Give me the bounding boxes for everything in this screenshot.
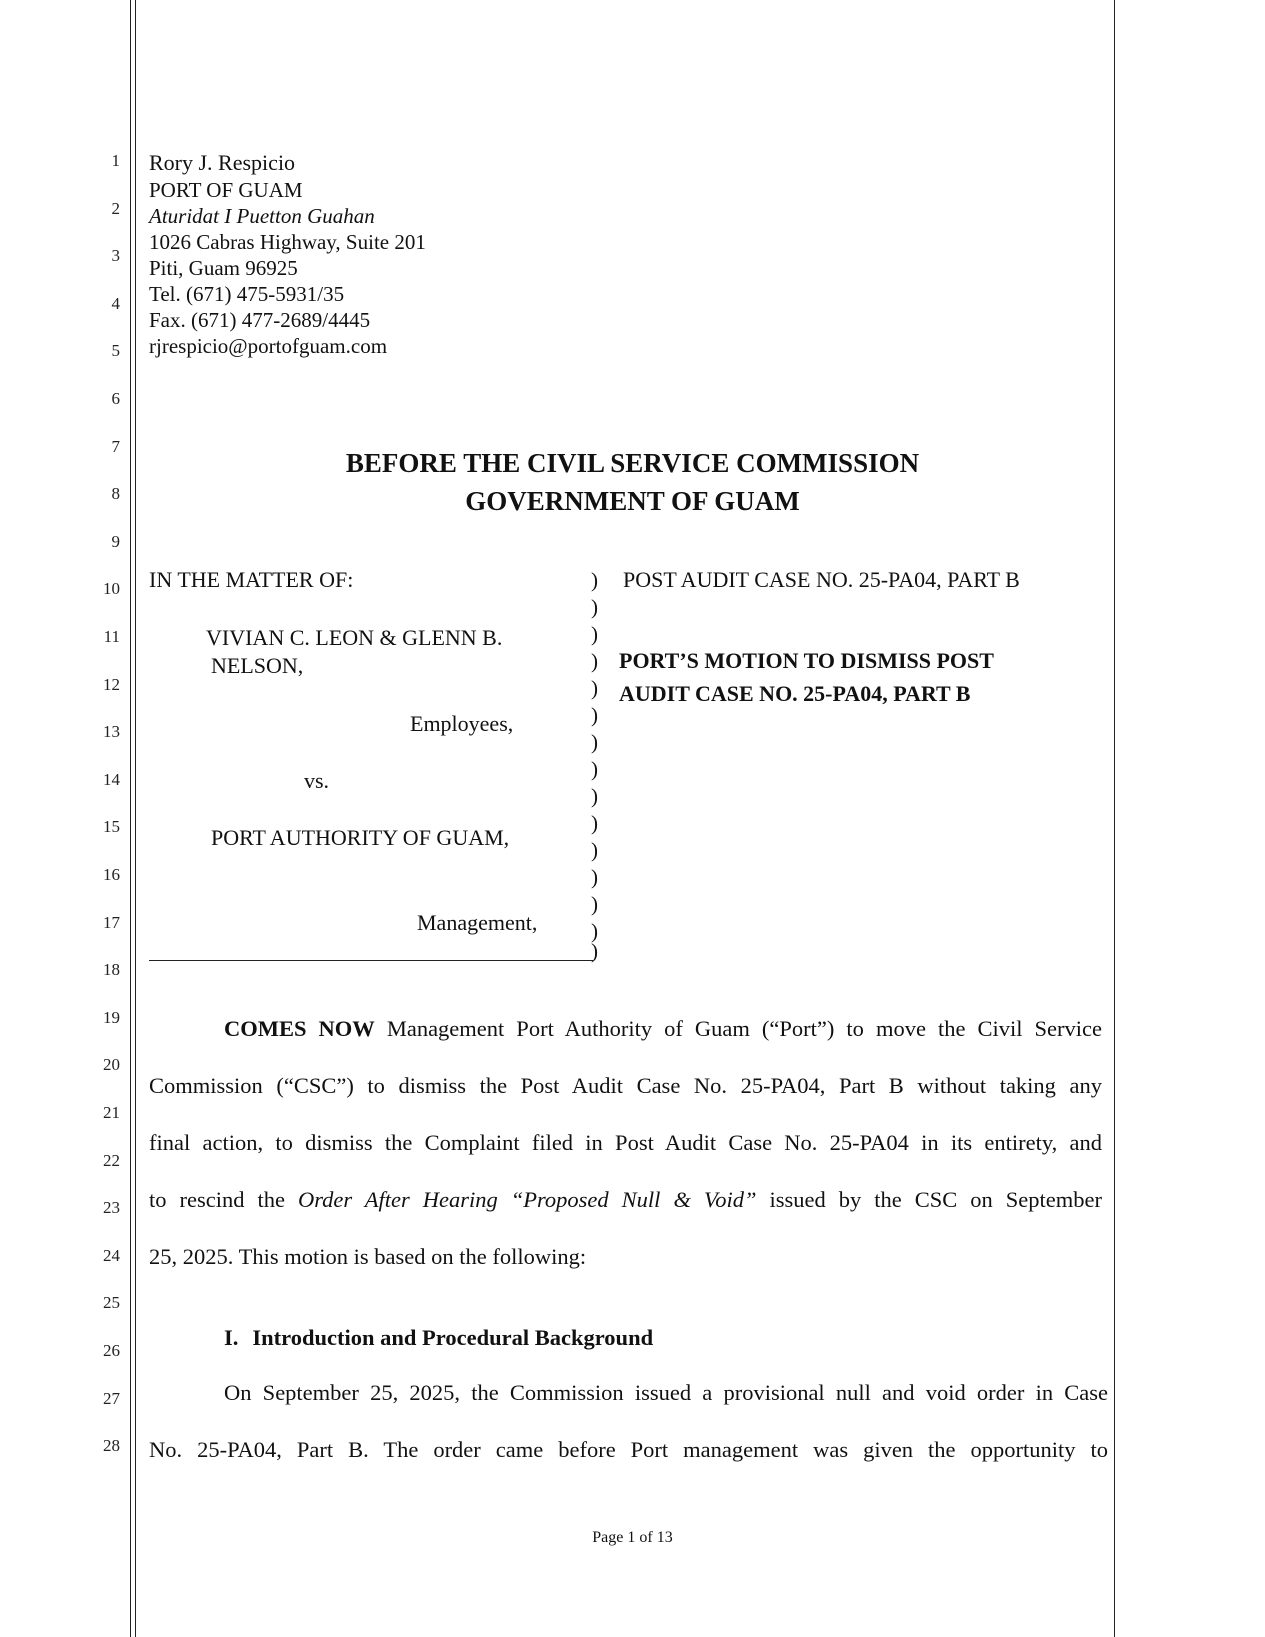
motion-title-line1: PORT’S MOTION TO DISMISS POST bbox=[619, 648, 994, 673]
line-number: 26 bbox=[103, 1341, 120, 1360]
caption-paren: ) bbox=[591, 892, 598, 916]
left-margin-rule bbox=[130, 0, 131, 1637]
caption-paren: ) bbox=[591, 649, 598, 673]
attorney-tel: Tel. (671) 475-5931/35 bbox=[149, 282, 345, 306]
attorney-email: rjrespicio@portofguam.com bbox=[149, 334, 388, 358]
line-number: 17 bbox=[103, 913, 120, 932]
motion-title-line2: AUDIT CASE NO. 25-PA04, PART B bbox=[619, 681, 971, 706]
body-text: to rescind the bbox=[149, 1187, 298, 1212]
line-number: 28 bbox=[103, 1436, 120, 1455]
attorney-address-line1: 1026 Cabras Highway, Suite 201 bbox=[149, 230, 426, 254]
attorney-fax: Fax. (671) 477-2689/4445 bbox=[149, 308, 371, 332]
attorney-org: PORT OF GUAM bbox=[149, 178, 303, 202]
line-number: 10 bbox=[103, 579, 120, 598]
line-number: 15 bbox=[103, 817, 120, 836]
attorney-name: Rory J. Respicio bbox=[149, 150, 296, 175]
line-number: 22 bbox=[103, 1151, 120, 1170]
line-number: 12 bbox=[103, 675, 120, 694]
line-number: 1 bbox=[111, 151, 120, 170]
body-para1-line4 bbox=[149, 1187, 1102, 1213]
line-number: 14 bbox=[103, 770, 120, 789]
line-number: 8 bbox=[111, 484, 120, 503]
caption-employees-names: VIVIAN C. LEON & GLENN B. bbox=[206, 625, 503, 650]
caption-paren: ) bbox=[591, 811, 598, 835]
caption-paren: ) bbox=[591, 865, 598, 889]
caption-management-name: PORT AUTHORITY OF GUAM, bbox=[211, 825, 510, 850]
line-number: 7 bbox=[111, 437, 120, 456]
caption-paren: ) bbox=[591, 703, 598, 727]
attorney-org-local: Aturidat I Puetton Guahan bbox=[149, 204, 375, 228]
body-para1-line2: Commission (“CSC”) to dismiss the Post Audit Case No. 25-PA04, Part B without taking any bbox=[149, 1073, 1102, 1098]
section-heading bbox=[224, 1325, 653, 1351]
caption-paren: ) bbox=[591, 622, 598, 646]
line-number: 2 bbox=[111, 199, 120, 218]
line-number: 20 bbox=[103, 1055, 120, 1074]
body-para1-line3: final action, to dismiss the Complaint filed in Post Audit Case No. 25-PA04 in its entirety, and bbox=[149, 1130, 1102, 1155]
section-number: I. bbox=[224, 1325, 239, 1350]
body-para2-line1: On September 25, 2025, the Commission issued a provisional null and void order in Case bbox=[224, 1380, 1108, 1405]
page-number: Page 1 of 13 bbox=[592, 1529, 673, 1546]
line-number: 21 bbox=[103, 1103, 120, 1122]
caption-employees-names-cont: NELSON, bbox=[211, 653, 304, 678]
right-margin-rule bbox=[1114, 0, 1115, 1637]
caption-paren: ) bbox=[591, 568, 598, 592]
caption-matter: IN THE MATTER OF: bbox=[149, 567, 354, 592]
line-number: 13 bbox=[103, 722, 120, 741]
court-title-line1: BEFORE THE CIVIL SERVICE COMMISSION bbox=[345, 448, 920, 478]
body-para2-line2: No. 25-PA04, Part B. The order came before Port management was given the opportunity to bbox=[149, 1437, 1108, 1462]
caption-paren: ) bbox=[591, 595, 598, 619]
body-para1-line1 bbox=[224, 1016, 1102, 1042]
caption-underline bbox=[149, 960, 593, 961]
case-number: POST AUDIT CASE NO. 25-PA04, PART B bbox=[623, 567, 1020, 592]
line-number: 18 bbox=[103, 960, 120, 979]
court-title-line2: GOVERNMENT OF GUAM bbox=[465, 486, 800, 516]
body-text: issued by the CSC on September bbox=[756, 1187, 1102, 1212]
caption-paren: ) bbox=[591, 838, 598, 862]
caption-management-label: Management, bbox=[417, 910, 538, 935]
line-number: 5 bbox=[111, 341, 120, 360]
line-number: 16 bbox=[103, 865, 120, 884]
caption-paren: ) bbox=[591, 939, 598, 963]
caption-paren: ) bbox=[591, 730, 598, 754]
line-number: 11 bbox=[103, 627, 120, 646]
line-number: 27 bbox=[103, 1389, 120, 1408]
line-number: 3 bbox=[111, 246, 120, 265]
caption-paren: ) bbox=[591, 784, 598, 808]
attorney-address-line2: Piti, Guam 96925 bbox=[149, 256, 298, 280]
left-margin-rule bbox=[135, 0, 136, 1637]
caption-vs: vs. bbox=[304, 768, 330, 793]
caption-paren: ) bbox=[591, 757, 598, 781]
caption-paren: ) bbox=[591, 676, 598, 700]
line-number: 6 bbox=[111, 389, 120, 408]
line-number: 23 bbox=[103, 1198, 120, 1217]
line-number: 19 bbox=[103, 1008, 120, 1027]
line-number: 25 bbox=[103, 1293, 120, 1312]
caption-paren: ) bbox=[591, 919, 598, 943]
line-number: 9 bbox=[111, 532, 120, 551]
caption-employees-label: Employees, bbox=[410, 711, 514, 736]
body-para1-line5: 25, 2025. This motion is based on the following: bbox=[149, 1244, 587, 1269]
section-title: Introduction and Procedural Background bbox=[252, 1325, 654, 1350]
comes-now: COMES NOW bbox=[224, 1016, 375, 1041]
line-number: 24 bbox=[103, 1246, 120, 1265]
order-title: Order After Hearing “Proposed Null & Void” bbox=[297, 1187, 757, 1212]
line-number: 4 bbox=[111, 294, 120, 313]
body-text: Management Port Authority of Guam (“Port”) to move the Civil Service bbox=[374, 1016, 1102, 1041]
